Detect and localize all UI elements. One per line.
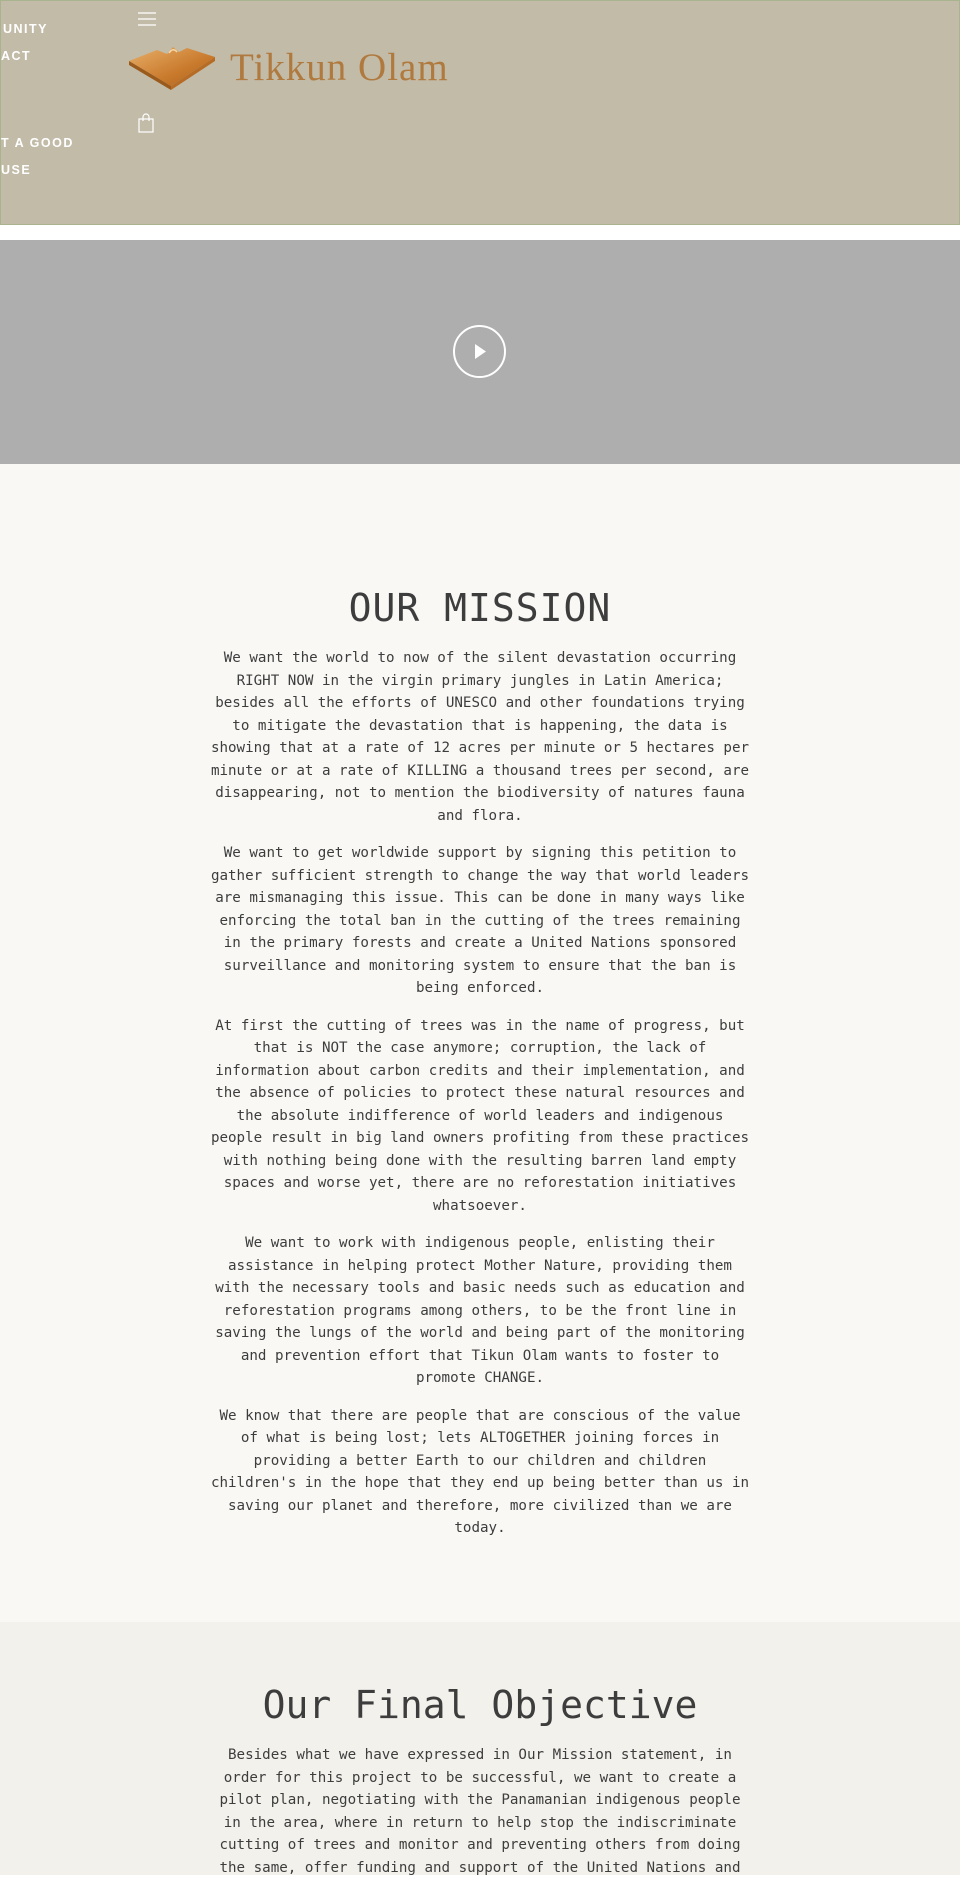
brand-logo[interactable] bbox=[127, 41, 477, 96]
brand-name-first: Tikkun bbox=[230, 46, 348, 89]
play-icon bbox=[474, 343, 488, 360]
mission-text bbox=[210, 647, 750, 1555]
mission-paragraph: We want to get worldwide support by signing this petition to gather sufficient strength to change the way that world leaders are mismanaging this issue. This can be done in many ways like enforcing the total ban in the cutting of the trees remaining in the primary forests and create a United Nations sponsored surveillance and monitoring system to ensure that the ban is being enforced. bbox=[210, 845, 750, 996]
site-header bbox=[0, 0, 960, 225]
brand-name-second: Olam bbox=[358, 46, 449, 89]
mission-paragraph: We know that there are people that are conscious of the value of what is being lost; lets ALTOGETHER joining forces in providing a better Earth to our children and children children's in the hope that they end up being better than us in saving our planet and therefore, more civilized than we are today. bbox=[210, 1407, 750, 1536]
nav-item-cause[interactable]: USE bbox=[1, 163, 32, 177]
mission-section bbox=[0, 464, 960, 1622]
objective-paragraph: Besides what we have expressed in Our Mission statement, in order for this project to be successful, we want to create a pilot plan, negotiating with the Panamanian indigenous people in the area, where in return to help stop the indiscriminate cutting of trees and monitor and preventing others from doing the same, offer funding and support of the United Nations and bbox=[219, 1747, 741, 1876]
hamburger-menu-icon[interactable] bbox=[137, 11, 157, 27]
objective-text bbox=[210, 1744, 750, 1894]
mission-paragraph: At first the cutting of trees was in the name of progress, but that is NOT the case anymore; corruption, the lack of information about carbon credits and their implementation, and the absence of policies to protect these natural resources and the absolute indifference of world leaders and indigenous people result in big land owners profiting from these practices with nothing being done with the resulting barren land empty spaces and worse yet, there are no reforestation initiatives whatsoever. bbox=[210, 1017, 750, 1214]
nav-item-contact[interactable]: ACT bbox=[1, 49, 32, 63]
shopping-bag-icon[interactable] bbox=[137, 113, 155, 133]
objective-title: Our Final Objective bbox=[262, 1683, 698, 1727]
nav-item-community[interactable]: UNITY bbox=[3, 22, 48, 36]
mission-paragraph: We want the world to now of the silent devastation occurring RIGHT NOW in the virgin primary jungles in Latin America; besides all the efforts of UNESCO and other foundations trying to mitigate the devastation that is happening, the data is showing that at a rate of 12 acres per minute or 5 hectares per minute or at a rate of KILLING a thousand trees per second, are disappearing, not to mention the biodiversity of natures fauna and flora. bbox=[210, 650, 750, 824]
mission-paragraph: We want to work with indigenous people, enlisting their assistance in helping protect Mother Nature, providing them with the necessary tools and basic needs such as education and reforestation programs among others, to be the front line in saving the lungs of the world and being part of the monitoring and prevention effort that Tikun Olam wants to foster to promote CHANGE. bbox=[215, 1235, 745, 1386]
logo-mark-icon bbox=[127, 41, 217, 93]
nav-item-support-a-good[interactable]: T A GOOD bbox=[1, 136, 74, 150]
objective-section bbox=[0, 1622, 960, 1875]
brand-wordmark bbox=[230, 45, 449, 90]
play-button[interactable] bbox=[453, 325, 506, 378]
mission-title: OUR MISSION bbox=[348, 586, 612, 630]
